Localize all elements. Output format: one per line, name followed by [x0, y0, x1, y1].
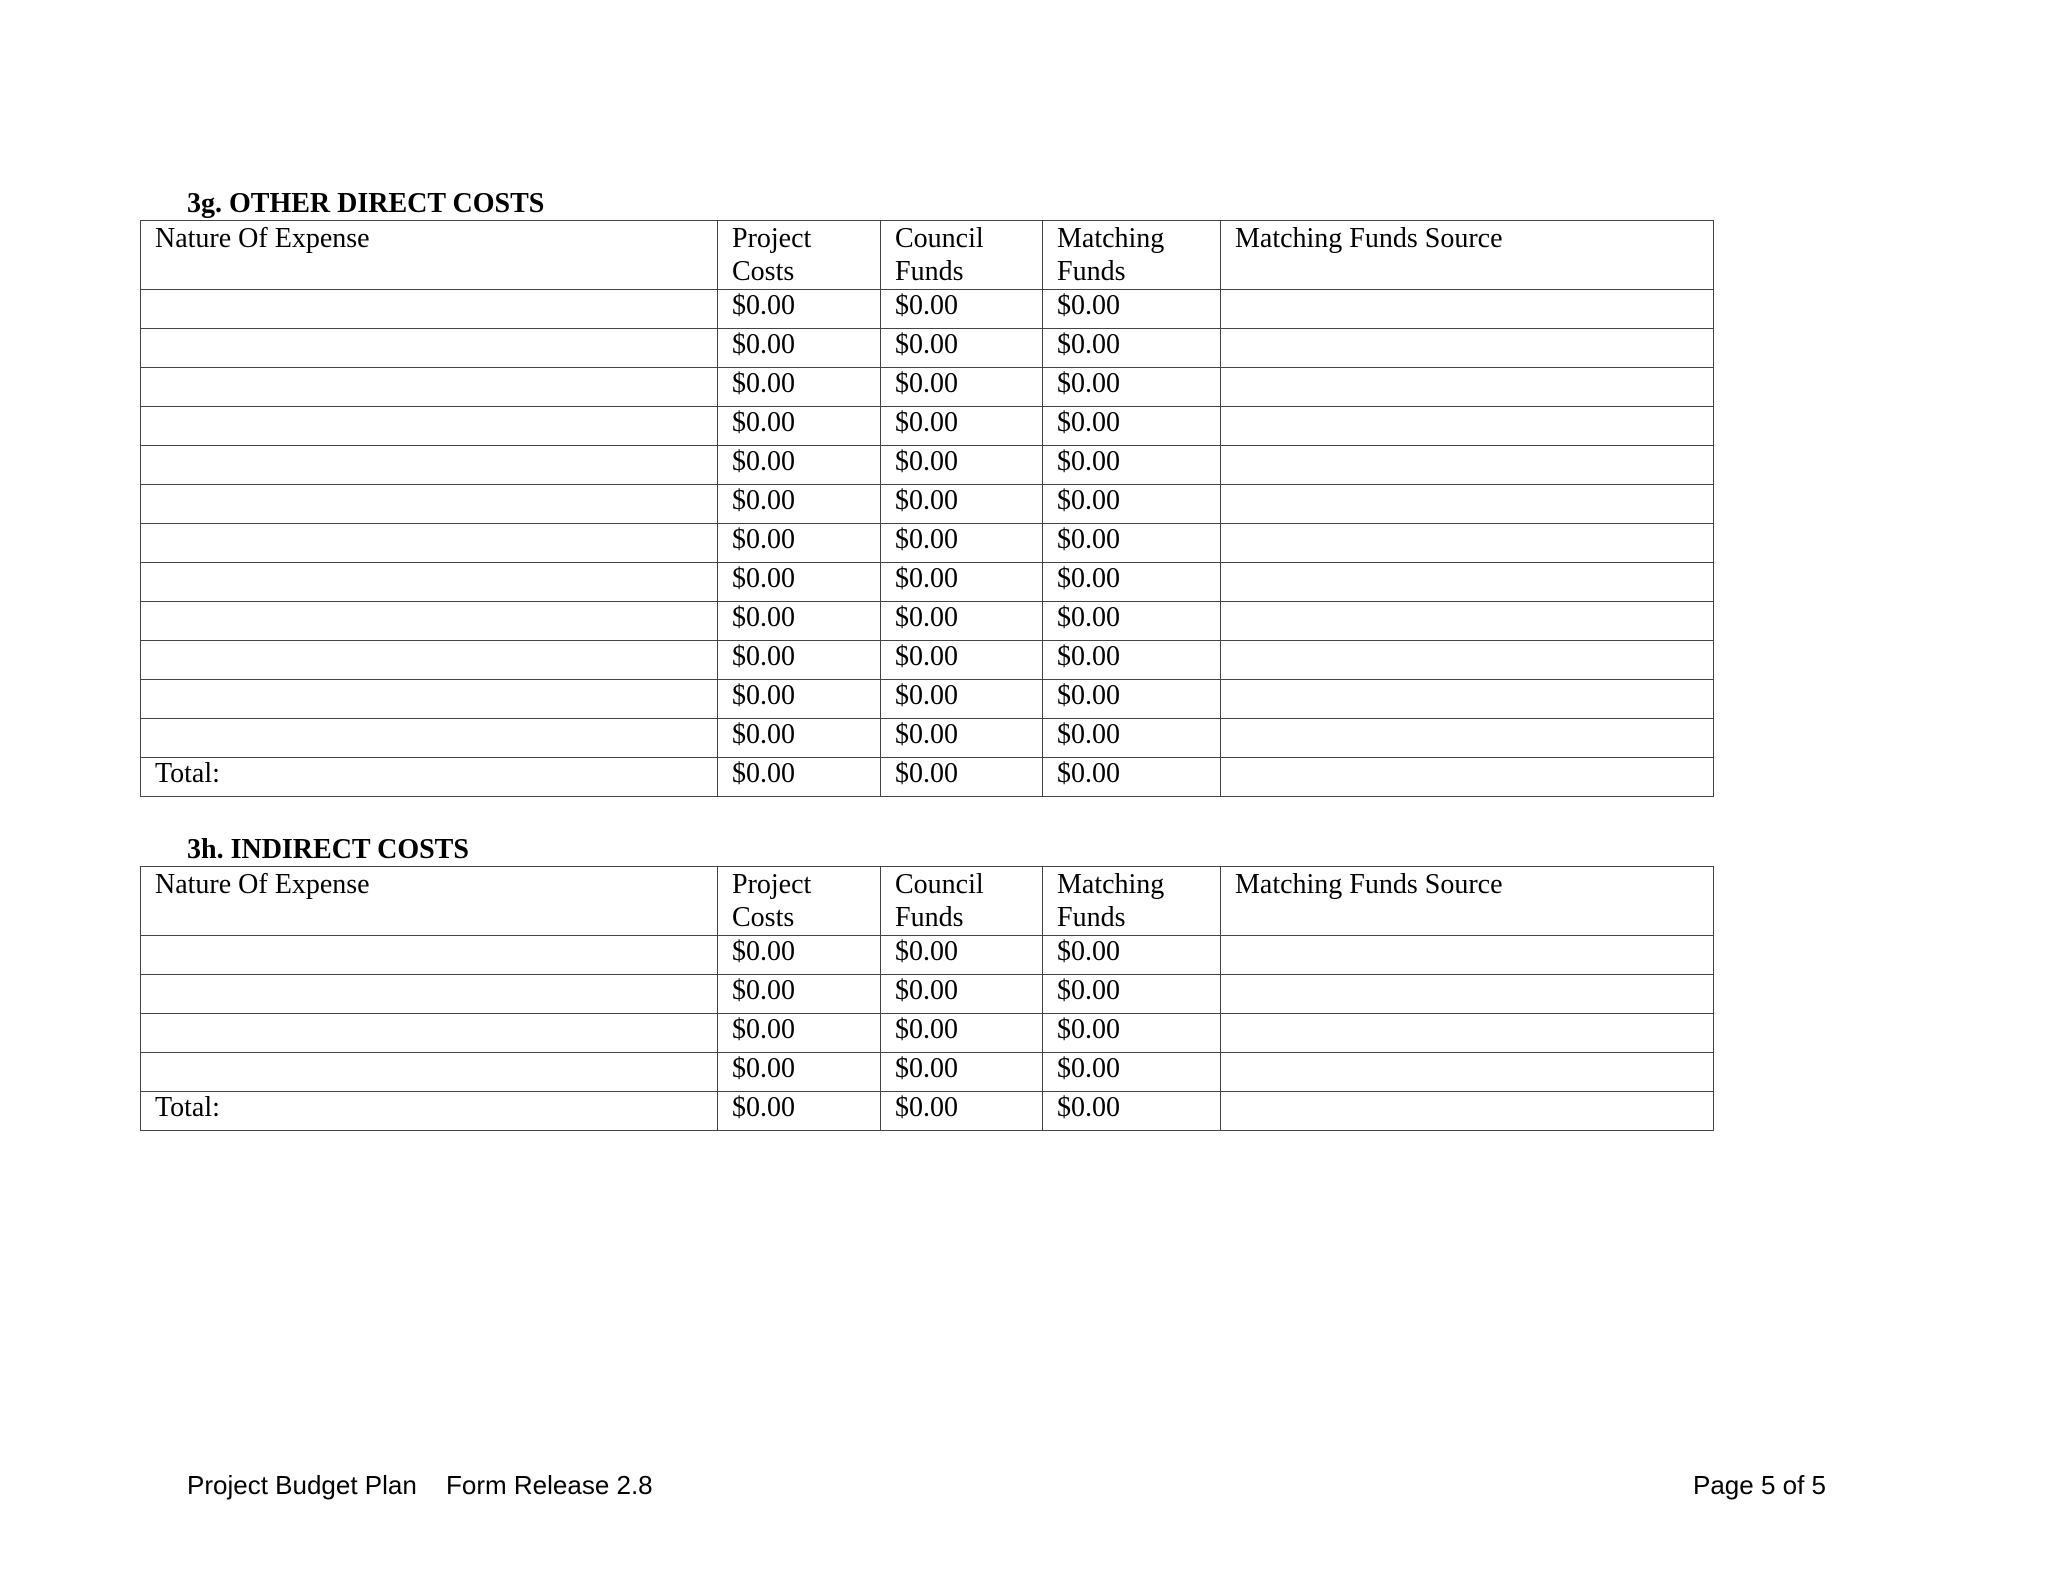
col-header-nature: Nature Of Expense [141, 221, 718, 290]
cell-nature-of-expense [141, 485, 718, 524]
other-direct-costs-body [141, 290, 1714, 797]
table-row [141, 1053, 1714, 1092]
cell-council-funds: $0.00 [881, 563, 1043, 602]
cell-council-funds: $0.00 [881, 407, 1043, 446]
cell-matching-funds-source [1221, 936, 1714, 975]
cell-council-funds: $0.00 [881, 975, 1043, 1014]
cell-project-costs: $0.00 [718, 1053, 881, 1092]
cell-nature-of-expense [141, 329, 718, 368]
col-header-matching-funds-source: Matching Funds Source [1221, 867, 1714, 936]
cell-matching-funds: $0.00 [1043, 680, 1221, 719]
cell-matching-funds: $0.00 [1043, 719, 1221, 758]
cell-project-costs: $0.00 [718, 368, 881, 407]
cell-matching-funds-source [1221, 290, 1714, 329]
cell-nature-of-expense [141, 641, 718, 680]
table-row [141, 936, 1714, 975]
cell-project-costs: $0.00 [718, 446, 881, 485]
cell-nature-of-expense [141, 936, 718, 975]
table-row [141, 329, 1714, 368]
table-row [141, 563, 1714, 602]
cell-matching-funds-source [1221, 641, 1714, 680]
table-row [141, 1014, 1714, 1053]
cell-matching-funds-source [1221, 602, 1714, 641]
cell-matching-funds-source [1221, 407, 1714, 446]
table-row [141, 368, 1714, 407]
cell-council-funds: $0.00 [881, 641, 1043, 680]
cell-matching-funds-source [1221, 446, 1714, 485]
table-row [141, 719, 1714, 758]
cell-project-costs: $0.00 [718, 1092, 881, 1131]
other-direct-costs-table [140, 220, 1714, 797]
section-title-other-direct-costs: 3g. OTHER DIRECT COSTS [187, 188, 545, 219]
cell-matching-funds-source [1221, 524, 1714, 563]
table-row [141, 446, 1714, 485]
cell-matching-funds-source [1221, 1053, 1714, 1092]
cell-matching-funds-source [1221, 368, 1714, 407]
cell-matching-funds: $0.00 [1043, 407, 1221, 446]
cell-nature-of-expense [141, 1014, 718, 1053]
cell-matching-funds: $0.00 [1043, 290, 1221, 329]
cell-project-costs: $0.00 [718, 602, 881, 641]
cell-project-costs: $0.00 [718, 680, 881, 719]
col-header-council-funds: Council Funds [881, 867, 1043, 936]
cell-project-costs: $0.00 [718, 290, 881, 329]
cell-matching-funds-source [1221, 563, 1714, 602]
cell-matching-funds: $0.00 [1043, 446, 1221, 485]
indirect-costs-table [140, 866, 1714, 1131]
cell-project-costs: $0.00 [718, 485, 881, 524]
indirect-costs-body [141, 936, 1714, 1131]
table-row [141, 290, 1714, 329]
cell-project-costs: $0.00 [718, 936, 881, 975]
cell-council-funds: $0.00 [881, 446, 1043, 485]
table-row [141, 407, 1714, 446]
table-total-row [141, 758, 1714, 797]
cell-matching-funds: $0.00 [1043, 758, 1221, 797]
cell-matching-funds: $0.00 [1043, 1053, 1221, 1092]
cell-nature-of-expense [141, 368, 718, 407]
cell-matching-funds: $0.00 [1043, 368, 1221, 407]
cell-matching-funds-source [1221, 758, 1714, 797]
cell-matching-funds: $0.00 [1043, 329, 1221, 368]
cell-council-funds: $0.00 [881, 1014, 1043, 1053]
table-row [141, 680, 1714, 719]
cell-nature-of-expense [141, 563, 718, 602]
cell-project-costs: $0.00 [718, 719, 881, 758]
cell-matching-funds-source [1221, 719, 1714, 758]
cell-nature-of-expense [141, 680, 718, 719]
cell-council-funds: $0.00 [881, 680, 1043, 719]
cell-matching-funds-source [1221, 975, 1714, 1014]
table-row [141, 602, 1714, 641]
cell-matching-funds-source [1221, 680, 1714, 719]
table-total-row [141, 1092, 1714, 1131]
cell-project-costs: $0.00 [718, 641, 881, 680]
cell-nature-of-expense [141, 602, 718, 641]
cell-council-funds: $0.00 [881, 524, 1043, 563]
footer-release: Form Release 2.8 [446, 1470, 653, 1500]
cell-matching-funds: $0.00 [1043, 602, 1221, 641]
cell-nature-of-expense [141, 719, 718, 758]
cell-matching-funds: $0.00 [1043, 1014, 1221, 1053]
col-header-matching-funds: Matching Funds [1043, 867, 1221, 936]
cell-project-costs: $0.00 [718, 758, 881, 797]
footer-page-number: Page 5 of 5 [1693, 1470, 1826, 1500]
cell-council-funds: $0.00 [881, 329, 1043, 368]
cell-matching-funds-source [1221, 329, 1714, 368]
cell-council-funds: $0.00 [881, 936, 1043, 975]
cell-council-funds: $0.00 [881, 290, 1043, 329]
table-row [141, 485, 1714, 524]
table-header-row [141, 221, 1714, 290]
cell-nature-of-expense [141, 1053, 718, 1092]
cell-council-funds: $0.00 [881, 758, 1043, 797]
cell-council-funds: $0.00 [881, 719, 1043, 758]
cell-project-costs: $0.00 [718, 975, 881, 1014]
cell-matching-funds: $0.00 [1043, 975, 1221, 1014]
section-title-indirect-costs: 3h. INDIRECT COSTS [187, 834, 469, 865]
cell-council-funds: $0.00 [881, 368, 1043, 407]
cell-project-costs: $0.00 [718, 1014, 881, 1053]
cell-matching-funds-source [1221, 485, 1714, 524]
cell-council-funds: $0.00 [881, 1053, 1043, 1092]
cell-matching-funds-source [1221, 1092, 1714, 1131]
col-header-nature: Nature Of Expense [141, 867, 718, 936]
cell-nature-of-expense: Total: [141, 758, 718, 797]
col-header-matching-funds: Matching Funds [1043, 221, 1221, 290]
table-row [141, 524, 1714, 563]
col-header-project-costs: Project Costs [718, 221, 881, 290]
cell-council-funds: $0.00 [881, 1092, 1043, 1131]
cell-council-funds: $0.00 [881, 485, 1043, 524]
cell-matching-funds: $0.00 [1043, 524, 1221, 563]
col-header-matching-funds-source: Matching Funds Source [1221, 221, 1714, 290]
col-header-project-costs: Project Costs [718, 867, 881, 936]
cell-matching-funds: $0.00 [1043, 936, 1221, 975]
cell-project-costs: $0.00 [718, 524, 881, 563]
table-header-row [141, 867, 1714, 936]
cell-nature-of-expense [141, 446, 718, 485]
cell-matching-funds: $0.00 [1043, 1092, 1221, 1131]
cell-matching-funds: $0.00 [1043, 485, 1221, 524]
cell-matching-funds: $0.00 [1043, 641, 1221, 680]
col-header-council-funds: Council Funds [881, 221, 1043, 290]
cell-nature-of-expense [141, 524, 718, 563]
cell-matching-funds: $0.00 [1043, 563, 1221, 602]
table-row [141, 975, 1714, 1014]
table-row [141, 641, 1714, 680]
cell-project-costs: $0.00 [718, 407, 881, 446]
cell-matching-funds-source [1221, 1014, 1714, 1053]
cell-nature-of-expense [141, 290, 718, 329]
cell-council-funds: $0.00 [881, 602, 1043, 641]
cell-project-costs: $0.00 [718, 563, 881, 602]
cell-nature-of-expense [141, 407, 718, 446]
footer-form-name: Project Budget Plan [187, 1470, 417, 1500]
cell-nature-of-expense: Total: [141, 1092, 718, 1131]
cell-project-costs: $0.00 [718, 329, 881, 368]
cell-nature-of-expense [141, 975, 718, 1014]
